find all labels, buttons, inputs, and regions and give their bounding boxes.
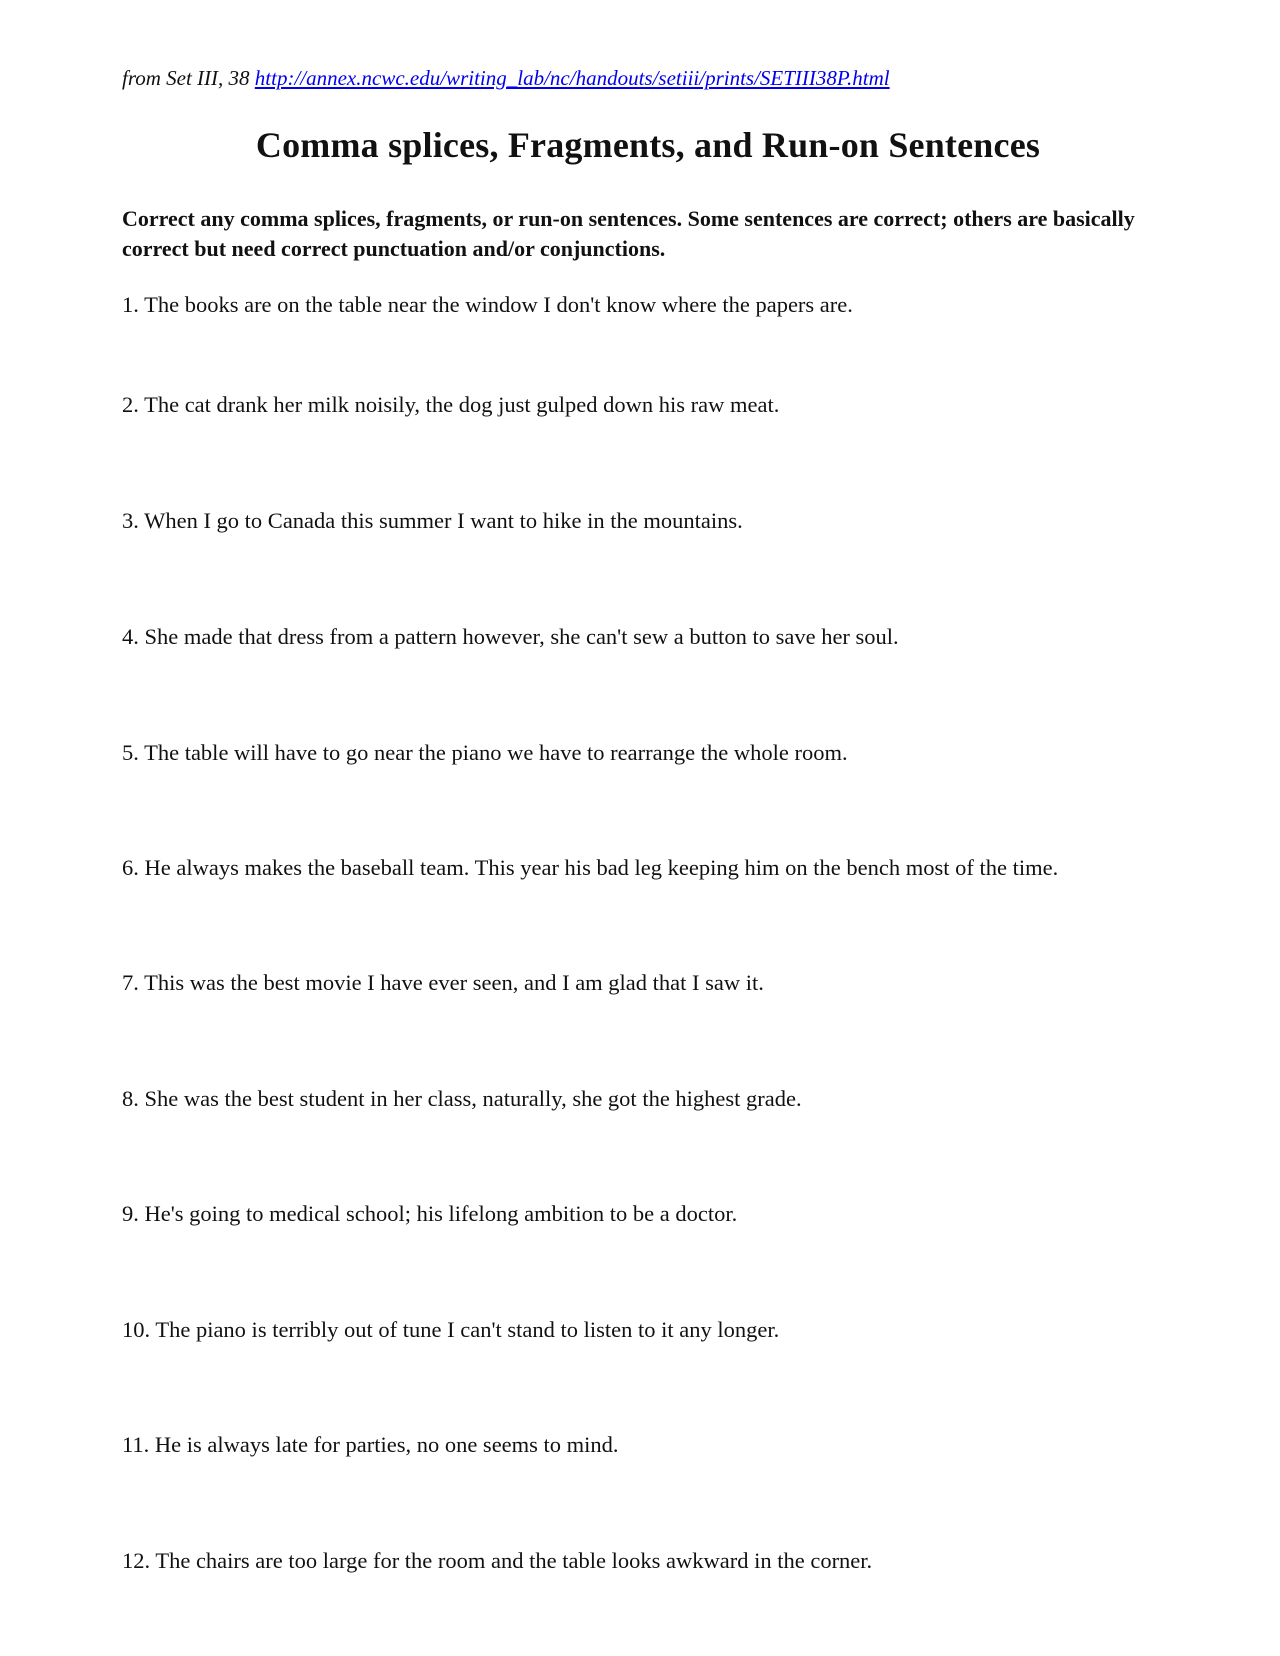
question-item: 1. The books are on the table near the window I don't know where the papers are.: [122, 292, 853, 317]
question-item: 9. He's going to medical school; his lifelong ambition to be a doctor.: [122, 1201, 738, 1226]
question-item: 7. This was the best movie I have ever seen, and I am glad that I saw it.: [122, 970, 764, 995]
question-item: 2. The cat drank her milk noisily, the dog just gulped down his raw meat.: [122, 392, 780, 417]
source-link[interactable]: http://annex.ncwc.edu/writing_lab/nc/handouts/setiii/prints/SETIII38P.html: [254, 66, 890, 90]
instructions: Correct any comma splices, fragments, or run-on sentences. Some sentences are correct; others are basically correct but need correct punctuation and/or conjunctions.: [122, 206, 1135, 261]
question-item: 10. The piano is terribly out of tune I can't stand to listen to it any longer.: [122, 1317, 780, 1342]
question-item: 11. He is always late for parties, no one seems to mind.: [122, 1432, 619, 1457]
question-item: 5. The table will have to go near the piano we have to rearrange the whole room.: [122, 740, 848, 765]
question-item: 6. He always makes the baseball team. This year his bad leg keeping him on the bench most of the time.: [122, 855, 1059, 880]
question-item: 8. She was the best student in her class, naturally, she got the highest grade.: [122, 1086, 802, 1111]
question-item: 3. When I go to Canada this summer I want to hike in the mountains.: [122, 508, 743, 533]
question-item: 4. She made that dress from a pattern however, she can't sew a button to save her soul.: [122, 624, 899, 649]
page-title: Comma splices, Fragments, and Run-on Sentences: [255, 125, 1041, 165]
source-prefix: from Set III, 38: [122, 66, 250, 90]
source-line: [122, 66, 890, 91]
question-item: 12. The chairs are too large for the room and the table looks awkward in the corner.: [122, 1548, 873, 1573]
